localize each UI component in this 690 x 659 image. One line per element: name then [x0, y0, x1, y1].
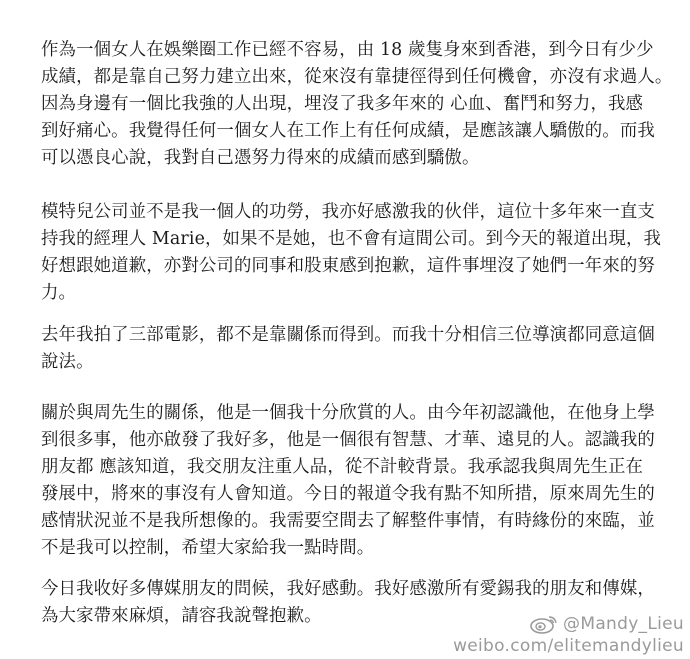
text-line: 作為一個女人在娛樂圈工作已經不容易，由 18 歲隻身來到香港，到今日有少少	[41, 40, 654, 60]
paragraph-4	[41, 400, 666, 562]
text-line: 不是我可以控制，希望大家給我一點時間。	[41, 538, 375, 558]
text-line: 為大家帶來麻煩，請容我說聲抱歉。	[41, 606, 322, 626]
text-line: 好想跟她道歉，亦對公司的同事和股東感到抱歉，這件事埋沒了她們一年來的努	[41, 256, 655, 276]
text-line: 持我的經理人 Marie，如果不是她，也不會有這間公司。到今天的報道出現，我	[41, 229, 662, 249]
watermark-handle-row	[453, 613, 684, 635]
paragraph-2	[41, 199, 666, 307]
text-line: 可以憑良心說，我對自己憑努力得來的成績而感到驕傲。	[41, 148, 480, 168]
weibo-eye-icon	[529, 614, 559, 634]
text-line: 力。	[41, 283, 77, 303]
text-line: 因為身邊有一個比我強的人出現，埋沒了我多年來的 心血、奮鬥和努力，我感	[41, 94, 644, 114]
text-line: 到很多事，他亦啟發了我好多，他是一個很有智慧、才華、遠見的人。認識我的	[41, 430, 655, 450]
paragraph-1	[41, 37, 673, 172]
text-line: 今日我收好多傳媒朋友的問候，我好感動。我好感激所有愛錫我的朋友和傳媒，	[41, 579, 655, 599]
text-line: 說法。	[41, 352, 94, 372]
text-line: 成績，都是靠自己努力建立出來，從來沒有靠捷徑得到任何機會，亦沒有求過人。	[41, 67, 673, 87]
text-line: 關於與周先生的關係，他是一個我十分欣賞的人。由今年初認識他，在他身上學	[41, 403, 655, 423]
watermark-url: weibo.com/elitemandylieu	[453, 636, 684, 656]
weibo-watermark	[453, 613, 684, 657]
text-line: 到好痛心。我覺得任何一個女人在工作上有任何成績，是應該讓人驕傲的。而我	[41, 121, 655, 141]
paragraph-3	[41, 322, 666, 376]
watermark-handle: @Mandy_Lieu	[563, 614, 684, 634]
text-line: 感情狀況並不是我所想像的。我需要空間去了解整件事情，有時緣份的來臨，並	[41, 511, 655, 531]
text-line: 去年我拍了三部電影，都不是靠關係而得到。而我十分相信三位導演都同意這個	[41, 325, 655, 345]
text-line: 模特兒公司並不是我一個人的功勞，我亦好感激我的伙伴，這位十多年來一直支	[41, 202, 655, 222]
text-line: 發展中，將來的事沒有人會知道。今日的報道令我有點不知所措，原來周先生的	[41, 484, 655, 504]
text-line: 朋友都 應該知道，我交朋友注重人品，從不計較背景。我承認我與周先生正在	[41, 457, 644, 477]
